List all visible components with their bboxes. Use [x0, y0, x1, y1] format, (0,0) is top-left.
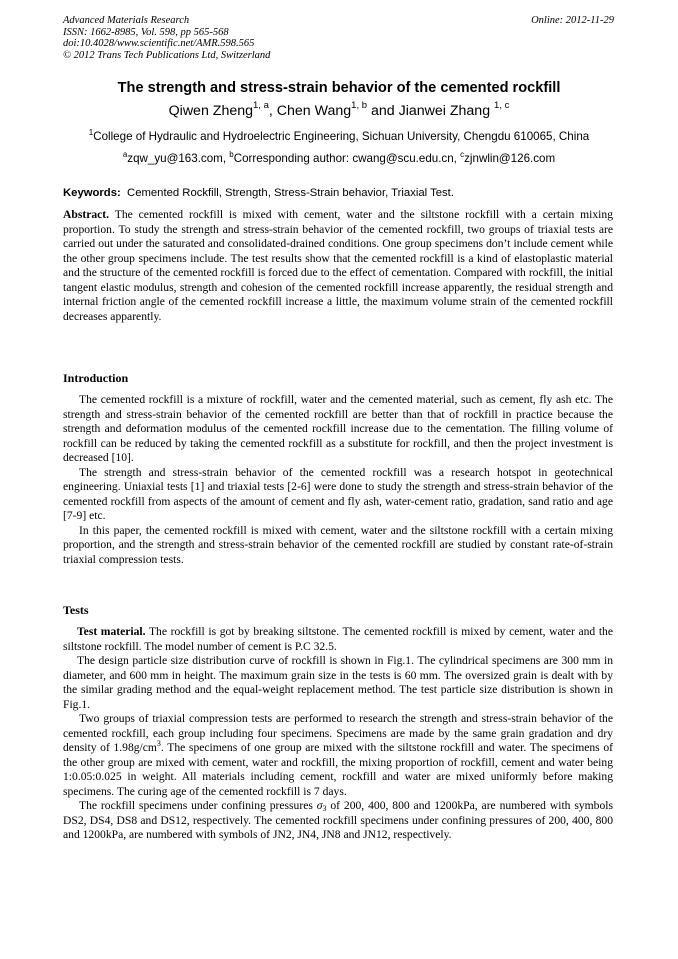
keywords-text: Cemented Rockfill, Strength, Stress-Strain behavior, Triaxial Test.: [120, 187, 454, 199]
paper-title: The strength and stress-strain behavior of the cemented rockfill: [117, 80, 561, 96]
journal-name: Advanced Materials Research: [63, 15, 190, 26]
author-affiliation-mark: 1, c: [494, 100, 510, 111]
email-mark: c: [460, 150, 465, 159]
paragraph: Test material. The rockfill is got by breaking siltstone. The cemented rockfill is mixed by cement, water and the siltstone rockfill. The model number of cement is P.C 32.5.: [63, 625, 613, 653]
author-name: Jianwei Zhang: [398, 103, 491, 119]
paragraph: In this paper, the cemented rockfill is mixed with cement, water and the siltstone rockfill with a certain mixing proportion, and the strength and stress-strain behavior of the cemented rockfill are studied by constant rate-of-strain triaxial compression tests.: [63, 523, 613, 566]
paragraph: Two groups of triaxial compression tests are performed to research the strength and stress-strain behavior of the cemented rockfill, each group including four specimens. Specimens are made by the same grain gradation and dry density of $1.98g/cm^3$. The specimens of one group are mixed with the siltstone rockfill and water. The specimens of the other group are mixed with cement, water and rockfill, the mixing proportion of rockfill, cement and water being 1:0.05:0.025 in weight. All materials including cement, rockfill and water are mixed uniformly before making specimens. The curing age of the cemented rockfill is 7 days.: [63, 712, 613, 798]
email-link[interactable]: zqw_yu@163.com,: [127, 152, 230, 165]
author-separator: ,: [268, 103, 277, 119]
issn-line: ISSN: 1662-8985, Vol. 598, pp 565-568: [63, 26, 229, 38]
section-heading-introduction: Introduction: [63, 371, 129, 385]
author-name: Qiwen Zheng: [168, 103, 254, 119]
paragraph: The rockfill specimens under confining pressures $\sigma_3$ of 200, 400, 800 and 1200kPa, are numbered with symbols DS2, DS4, DS8 and DS12, respectively. The cemented rockfill specimens under confining pressures of 200, 400, 800 and 1200kPa, are numbered with symbols of JN2, JN4, JN8 and JN12, respectively.: [63, 799, 613, 841]
author-name: Chen Wang: [276, 103, 352, 119]
tests-body: [63, 625, 613, 843]
affiliation: [0, 129, 678, 145]
journal-header: [63, 15, 270, 61]
abstract: [63, 208, 613, 324]
paragraph: The strength and stress-strain behavior of the cemented rockfill was a research hotspot in geotechnical engineering. Uniaxial tests [1] and triaxial tests [2-6] were done to study the strength and stress-strain behavior of the cemented rockfill from aspects of the amount of cement and fly ash, water-cement ratio, gradation, sand ratio and age [7-9] etc.: [63, 465, 613, 522]
abstract-label: Abstract.: [63, 208, 110, 221]
email-mark: b: [229, 150, 234, 159]
author-line: [0, 101, 678, 121]
online-date: Online: 2012-11-29: [531, 15, 614, 26]
email-mark: a: [122, 150, 128, 159]
keywords-label: Keywords:: [63, 187, 121, 199]
email-line: [0, 151, 678, 167]
email-link[interactable]: Corresponding author: cwang@scu.edu.cn,: [233, 152, 461, 165]
paragraph: The cemented rockfill is a mixture of rockfill, water and the cemented material, such as cement, fly ash etc. The strength and stress-strain behavior of the cemented rockfill are better than that of rockfill in practice because the strength and deformation modulus of the cemented rockfill increase due to the cementation. The filling volume of rockfill can be reduced by taking the cemented rockfill as a substitute for rockfill, and then the project investment is decreased [10].: [63, 393, 613, 464]
sigma-symbol: σ: [316, 799, 323, 812]
keywords: [63, 185, 623, 201]
abstract-text: The cemented rockfill is mixed with cement, water and the siltstone rockfill with a certain mixing proportion. To study the strength and stress-strain behavior of the cemented rockfill, two groups of triaxial tests are carried out under the saturated and consolidated-drained conditions. One group specimens don’t include cement while the other group specimens include. The test results show that the cemented rockfill is a kind of elastoplastic material and the structure of the cemented rockfill is forced due to the effect of cementation. Compared with rockfill, the initial tangent elastic modulus, strength and cohesion of the cemented rockfill increase apparently, the residual strength and internal friction angle of the cemented rockfill increase a little, the maximum volume strain of the cemented rockfill decreases apparently.: [63, 208, 613, 323]
copyright-line: © 2012 Trans Tech Publications Ltd, Switzerland: [63, 49, 271, 61]
author-affiliation-mark: 1, b: [351, 100, 368, 111]
introduction-body: [63, 393, 613, 567]
doi-line: doi:10.4028/www.scientific.net/AMR.598.565: [63, 38, 255, 49]
author-separator: and: [367, 103, 399, 119]
paragraph: The design particle size distribution curve of rockfill is shown in Fig.1. The cylindrical specimens are 300 mm in diameter, and 600 mm in height. The maximum grain size in the tests is 60 mm. The oversized grain is dealt with by the similar grading method and the equal-weight replacement method. The test particle size distribution is shown in Fig.1.: [63, 654, 613, 711]
section-heading-tests: Tests: [63, 603, 89, 617]
affiliation-text: College of Hydraulic and Hydroelectric Engineering, Sichuan University, Chengdu 610065, China: [93, 130, 590, 143]
subsection-label: Test material.: [77, 625, 146, 638]
affiliation-mark: 1: [88, 128, 94, 137]
author-affiliation-mark: 1, a: [253, 100, 269, 111]
email-link[interactable]: zjnwlin@126.com: [464, 152, 556, 165]
